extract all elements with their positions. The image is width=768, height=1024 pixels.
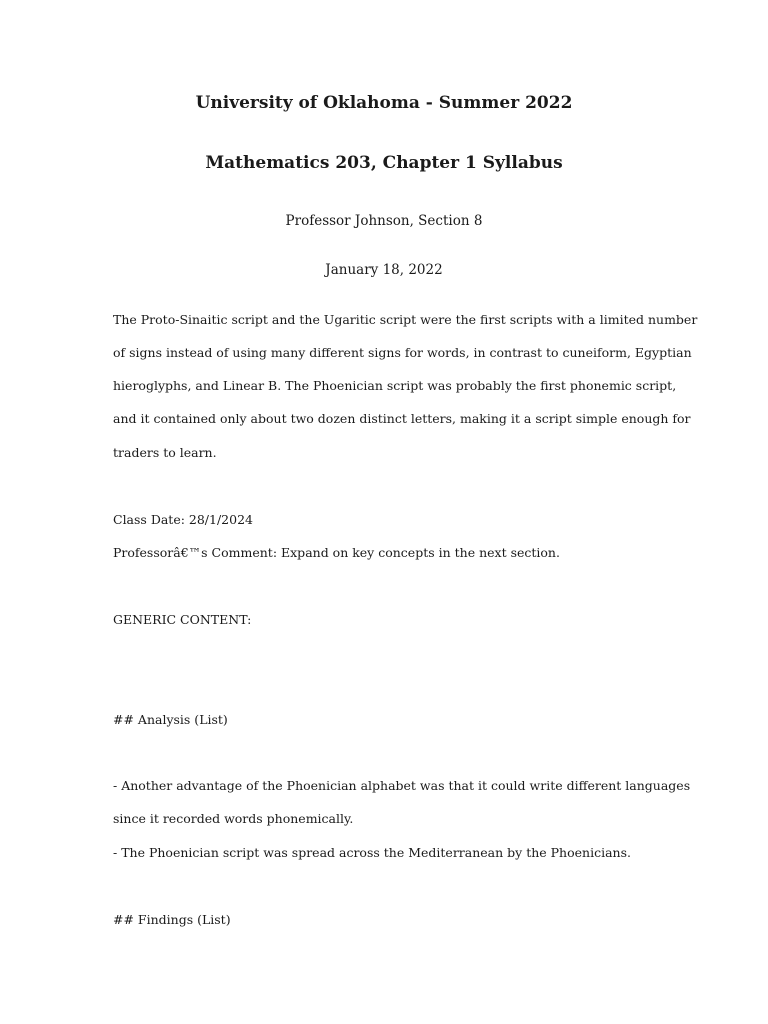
generic-content-label: GENERIC CONTENT: [113,612,252,627]
analysis-item-2: - The Phoenician script was spread across the Mediterranean by the Phoenicians. [113,845,631,860]
findings-heading: ## Findings (List) [113,912,231,927]
intro-line-5: traders to learn. [113,445,217,460]
professor-comment: Professorâ€™s Comment: Expand on key concepts in the next section. [113,545,560,560]
class-date: Class Date: 28/1/2024 [113,512,253,527]
date-line: January 18, 2022 [325,262,443,278]
university-title: University of Oklahoma - Summer 2022 [195,93,573,113]
analysis-item-1: - Another advantage of the Phoenician alphabet was that it could write different languages [113,778,691,793]
intro-line-3: hieroglyphs, and Linear B. The Phoenician script was probably the first phonemic script, [113,378,677,393]
intro-line-1: The Proto-Sinaitic script and the Ugaritic script were the first scripts with a limited number [113,312,698,327]
intro-line-4: and it contained only about two dozen distinct letters, making it a script simple enough for [113,411,691,426]
analysis-item-1-cont: since it recorded words phonemically. [113,811,354,826]
professor-line: Professor Johnson, Section 8 [285,213,483,229]
intro-line-2: of signs instead of using many different signs for words, in contrast to cuneiform, Egyptian [113,345,692,360]
analysis-heading: ## Analysis (List) [113,712,228,727]
course-title: Mathematics 203, Chapter 1 Syllabus [205,153,563,173]
